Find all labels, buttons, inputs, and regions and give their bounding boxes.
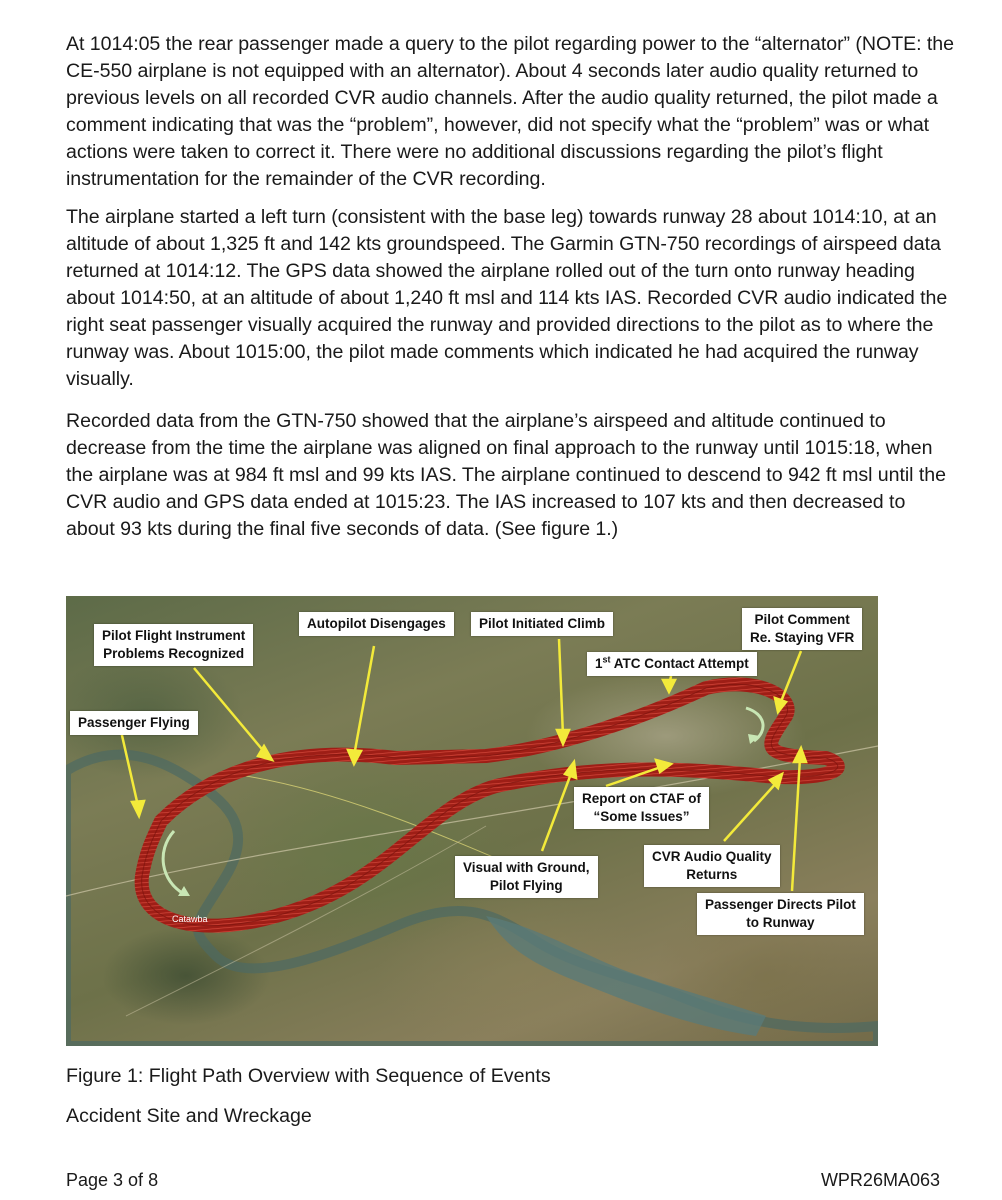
callout-pilot-flight-instrument: Pilot Flight Instrument Problems Recognized (94, 624, 253, 666)
callout-pilot-initiated-climb: Pilot Initiated Climb (471, 612, 613, 636)
figure-caption: Figure 1: Flight Path Overview with Sequence of Events (66, 1065, 551, 1087)
callout-pilot-comment-vfr: Pilot Comment Re. Staying VFR (742, 608, 862, 650)
paragraph-2: The airplane started a left turn (consistent with the base leg) towards runway 28 about 1014:10, at an altitude of about 1,325 ft and 142 kts groundspeed. The Garmin GTN-750 recordings of airspeed data returned at 1014:12. The GPS data showed the airplane rolled out of the turn onto runway heading about 1014:50, at an altitude of about 1,240 ft msl and 114 kts IAS. Recorded CVR audio indicated the right seat passenger visually acquired the runway and provided directions to the pilot as to where the runway was. About 1015:00, the pilot made comments which indicated he had acquired the runway visually. (66, 206, 948, 390)
document-id: WPR26MA063 (820, 1170, 940, 1190)
flight-path-figure (66, 596, 878, 1046)
callout-report-ctaf: Report on CTAF of “Some Issues” (574, 787, 709, 829)
page-number: Page 3 of 8 (66, 1170, 159, 1190)
callout-autopilot-disengages: Autopilot Disengages (299, 612, 454, 636)
callout-passenger-flying: Passenger Flying (70, 711, 198, 735)
section-heading: Accident Site and Wreckage (66, 1105, 312, 1127)
turn-arrow-icon (163, 831, 184, 894)
callout-first-atc-contact: 1st ATC Contact Attempt (587, 652, 757, 676)
callout-visual-with-ground: Visual with Ground, Pilot Flying (455, 856, 598, 898)
paragraph-3: Recorded data from the GTN-750 showed that the airplane’s airspeed and altitude continued to decrease from the time the airplane was aligned on final approach to the runway until 1015:18, when the airplane was at 984 ft msl and 99 kts IAS. The airplane continued to descend to 942 ft msl until the CVR audio and GPS data ended at 1015:23. The IAS increased to 107 kts and then decreased to about 93 kts during the final five seconds of data. (See figure 1.) (66, 410, 946, 540)
callout-cvr-audio-quality: CVR Audio Quality Returns (644, 845, 780, 887)
map-label-catawba: Catawba (172, 914, 208, 924)
callout-passenger-directs-pilot: Passenger Directs Pilot to Runway (697, 893, 864, 935)
paragraph-1: At 1014:05 the rear passenger made a query to the pilot regarding power to the “alternator” (NOTE: the CE-550 airplane is not equipped with an alternator). About 4 seconds later audio quality returned to previous levels on all recorded CVR audio channels. After the audio quality returned, the pilot made a comment indicating that was the “problem”, however, did not specify what the “problem” was or what actions were taken to correct it. There were no additional discussions regarding the pilot’s flight instrumentation for the remainder of the CVR recording. (66, 33, 955, 190)
